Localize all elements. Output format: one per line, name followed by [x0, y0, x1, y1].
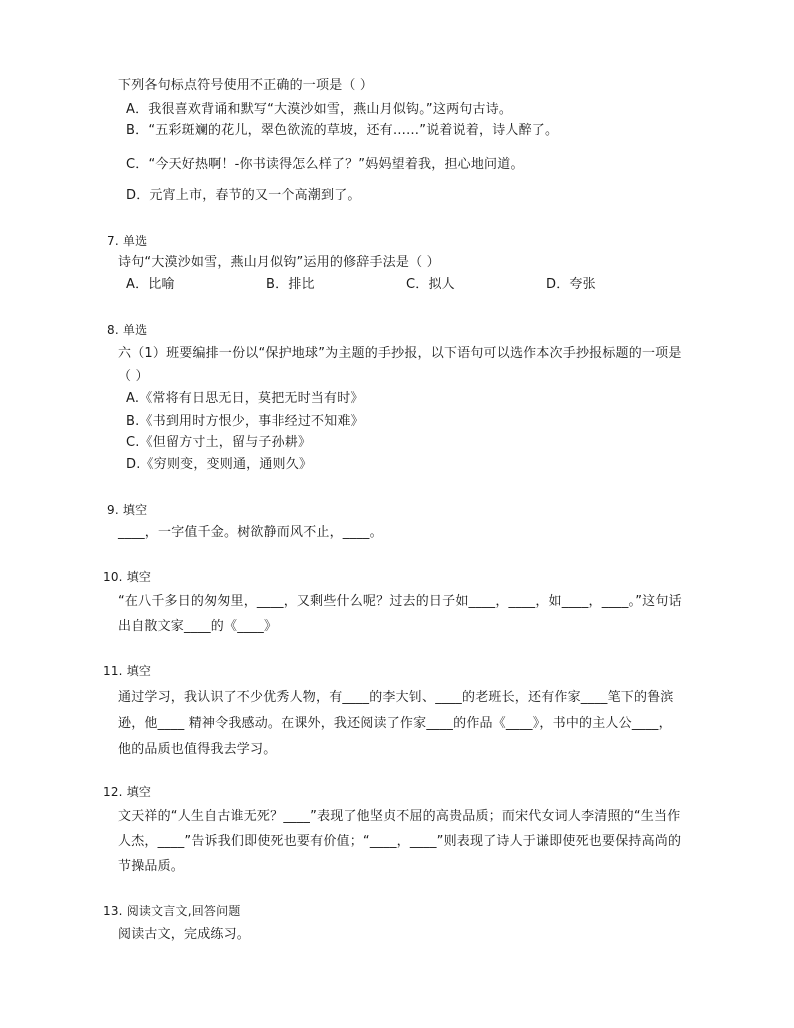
q12-line1: 文天祥的“人生自古谁无死？____”表现了他坚贞不屈的高贵品质；而宋代女词人李清照的“生当作	[118, 809, 681, 824]
q6-option-a: A．我很喜欢背诵和默写“大漠沙如雪，燕山月似钩。”这两句古诗。	[126, 102, 513, 117]
q8-option-d: D.《穷则变，变则通，通则久》	[126, 457, 313, 472]
q7-stem: 诗句“大漠沙如雪，燕山月似钩”运用的修辞手法是（ ）	[118, 255, 440, 270]
q8-stem-line1: 六（1）班要编排一份以“保护地球”为主题的手抄报，以下语句可以选作本次手抄报标题的一项是	[118, 346, 682, 361]
q11-line2: 逊，他____ 精神令我感动。在课外，我还阅读了作家____的作品《____》，书中的主人公____，	[118, 716, 672, 731]
q8-title: 8. 单选	[107, 323, 148, 337]
q6-option-c: C．“今天好热啊！-你书读得怎么样了？”妈妈望着我，担心地问道。	[126, 157, 524, 172]
q9-title: 9. 填空	[107, 503, 148, 517]
q7-option-b: B．排比	[266, 277, 315, 292]
q6-stem: 下列各句标点符号使用不正确的一项是（ ）	[118, 78, 374, 93]
q6-option-d: D．元宵上市，春节的又一个高潮到了。	[126, 188, 361, 203]
q11-line1: 通过学习，我认识了不少优秀人物，有____的李大钊、____的老班长，还有作家____笔下的鲁滨	[118, 690, 674, 705]
q8-option-b: B.《书到用时方恨少，事非经过不知难》	[126, 414, 364, 429]
q8-option-a: A.《常将有日思无日，莫把无时当有时》	[126, 391, 364, 406]
q10-line1: “在八千多日的匆匆里，____，又剩些什么呢？过去的日子如____，____，如____，____。”这句话	[118, 594, 682, 609]
q11-line3: 他的品质也值得我去学习。	[118, 742, 277, 757]
q11-title: 11. 填空	[103, 664, 152, 678]
q8-stem-line2: （ ）	[118, 369, 149, 384]
q8-option-c: C.《但留方寸土，留与子孙耕》	[126, 435, 312, 450]
q7-option-d: D．夸张	[546, 277, 596, 292]
q7-title: 7. 单选	[107, 234, 148, 248]
q12-title: 12. 填空	[103, 785, 152, 799]
q7-option-a: A．比喻	[126, 277, 175, 292]
q13-title: 13. 阅读文言文,回答问题	[103, 904, 241, 918]
q7-option-c: C．拟人	[406, 277, 455, 292]
q10-title: 10. 填空	[103, 570, 152, 584]
q6-option-b: B．“五彩斑斓的花儿，翠色欲流的草坡，还有……”说着说着，诗人醉了。	[126, 123, 559, 138]
q9-line1: ____，一字值千金。树欲静而风不止，____。	[118, 525, 383, 540]
q12-line2: 人杰，____”告诉我们即使死也要有价值；“____，____”则表现了诗人于谦即使死也要保持高尚的	[118, 834, 682, 849]
q12-line3: 节操品质。	[118, 859, 185, 874]
q10-line2: 出自散文家____的《____》	[118, 619, 278, 634]
q13-line1: 阅读古文，完成练习。	[118, 927, 251, 942]
